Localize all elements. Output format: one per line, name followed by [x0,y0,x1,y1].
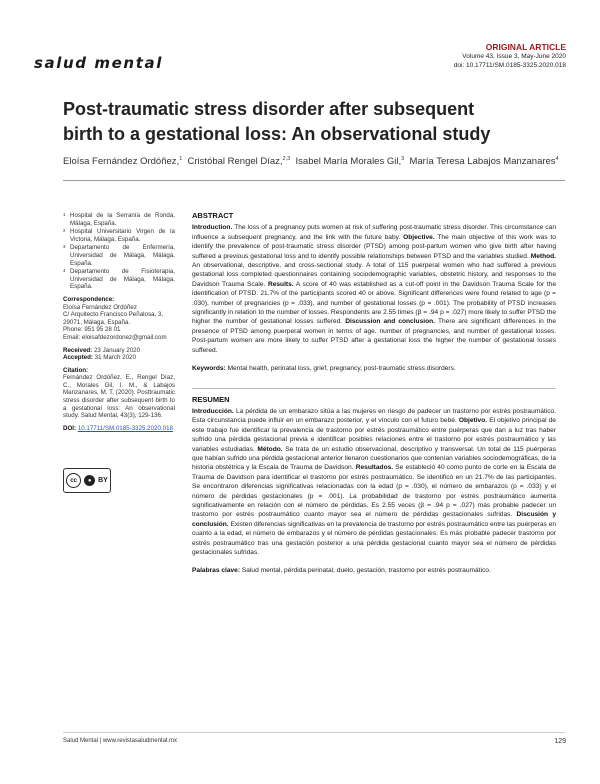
received-label: Received: [63,346,93,354]
correspondence-email[interactable]: Email: eloisafdezordonez@gmail.com [63,333,167,341]
accepted-label: Accepted: [63,354,93,362]
abstract-method: An observational, descriptive, and cross-sectional study. A total of 115 puerperal women who had suffered a previous gestational loss completed questionnaires containing sociodemographic variables, obstetric history, and responses to the Davidson Trauma Scale. [192,262,556,288]
resumen-intro: La pérdida de un embarazo sitúa a las mujeres en riesgo de padecer un trastorno por estrés postraumático. Esta circunstancia puede influir en un embarazo posterior, y el vínculo con el futuro bebé. [192,407,556,425]
title-line-1: Post-traumatic stress disorder after subsequent [63,99,475,119]
keywords-text: Mental health, perinatal loss, grief, pregnancy, post-traumatic stress disorders. [227,365,456,373]
resumen-method: Se trata de un estudio observacional, descriptivo y transversal. Un total de 115 puérperas que habían sufrido una pérdida gestacional anterior llenaron cuestionarios que contenían variables sociodemográficas, de la historia obstétrica y la Escala de Trauma de Davidson. [192,445,556,472]
person-icon: ● [84,475,95,486]
journal-header [454,43,566,70]
doi-label: DOI: [63,424,77,432]
dates [63,347,175,362]
affiliation-sup: 2 [63,228,66,234]
palabras-clave-text: Salud mental, pérdida perinatal, duelo, gestación, trastorno por estrés postraumático. [241,567,491,575]
doi-link[interactable]: 10.17711/SM.0185-3325.2020.018 [77,424,173,432]
author-sup: 4 [555,156,559,162]
sidebar-info [63,212,175,432]
footer-divider [63,732,565,733]
resumen-divider [192,388,556,389]
volume-info: Volume 43, Issue 3, May-June 2020 [462,53,566,60]
author-name: Eloísa Fernández Ordóñez, [63,156,180,168]
affiliation-text: Departamento de Fisioterapia, Universidad de Málaga, Málaga, España. [70,268,175,291]
abstract-intro-label: Introduction. [192,224,233,232]
correspondence-line: C/ Arquitecto Francisco Peñalosa, 3, 29071, Málaga, España. [63,311,164,326]
author-sup: 3 [401,156,405,162]
doi-info: doi: 10.17711/SM.0185-3325.2020.018 [453,62,566,69]
received-date: 23 January 2020 [93,346,141,354]
affiliation [63,212,175,227]
cc-icon: cc [66,473,81,488]
abstract-discussion: There are significant differences in the presence of PTSD among puerperal women in terms of age, number of pregnancies, and number of gestational losses. Post-partum women are more likely to suffer PTSD after a gestational loss the higher the number of gestational losses suffered. [192,318,557,354]
correspondence-line: Phone: 951 95 28 01 [63,326,121,334]
abstract-results-label: Results. [267,280,294,288]
affiliation-text: Departamento de Enfermería, Universidad de Málaga, Málaga, España. [70,244,175,267]
keywords-label: Keywords: [192,365,226,373]
by-label: BY [98,477,108,484]
affiliation [63,268,175,291]
affiliation-text: Hospital Universitario Virgen de la Victoria, Málaga, España. [70,228,175,243]
journal-logo: salud mental [34,54,163,72]
author-name: Isabel María Morales Gil, [295,156,402,168]
accepted-date: 31 March 2020 [94,354,136,362]
resumen-discussion: Existen diferencias significativas en la prevalencia de trastorno por estrés postraumático entre las puérperas en cuanto a la edad, el número de embarazos y el número de pérdidas gestacionales. Es más probable padecer trastorno por estrés postraumático tras una gestación posterior a una pérdida gestacional cuanto mayor sea el número de pérdidas gestacionales sufridas. [192,520,556,556]
article-title [63,97,553,147]
affiliation [63,244,175,267]
resumen-objective: El objetivo principal de este trabajo fue identificar la prevalencia de trastorno por estrés postraumático entre puérperas que dan a luz tras haber sufrido una pérdida gestacional previa e identificar posibles relaciones entre el trastorno por estrés postraumático y las variables estudiadas. [192,417,556,453]
license-badge[interactable] [63,468,111,493]
resumen-objective-label: Objetivo. [458,417,488,425]
resumen-results-label: Resultados. [355,464,394,472]
title-line-2: birth to a gestational loss: An observational study [63,124,491,144]
title-divider [63,180,565,181]
correspondence-label: Correspondence: [63,295,115,303]
resumen-intro-label: Introducción. [192,407,234,415]
affiliation-sup: 4 [63,268,66,274]
abstract-results: A score of 40 was established as a cut-off point in the Davidson Trauma Scale for the identification of PTSD. 21.7% of the participants scored 40 or above. Significant differences were found related to age (p = .030), number of pregnancies (p = .033), and number of gestational losses (p = .001). The probability of PTSD increases significantly in relation to the number of losses. Respondents are 2.55 times (β = .94 p = .027) more likely to suffer PTSD the higher the number of gestational losses suffered. [192,280,556,326]
author-name: Cristóbal Rengel Díaz, [187,156,283,168]
correspondence-line: Eloísa Fernández Ordóñez [63,303,137,311]
doi [63,425,175,433]
abstract-objective: The main objective of this work was to identify the prevalence of post-traumatic stress disorder (PTSD) among post-partum women who give birth after having suffered a previous gestational loss and to identify possible relationships between PTSD and the variables studied. [192,233,556,260]
abstract-text [192,223,556,355]
citation-label: Citation: [63,366,89,374]
main-column [192,211,556,576]
abstract-keywords [192,364,556,373]
resumen-text [192,407,556,558]
article-type: ORIGINAL ARTICLE [485,42,566,52]
author-sup: 1 [179,156,183,162]
abstract-objective-label: Objective. [403,233,435,241]
abstract-heading: ABSTRACT [192,211,234,220]
author-name: María Teresa Labajos Manzanares [409,156,556,168]
abstract-intro: The loss of a pregnancy puts women at risk of suffering post-traumatic stress disorder. This circumstance can influence a subsequent pregnancy, and the link with the future baby. [192,224,556,241]
footer-journal: Salud Mental | www.revistasaludmental.mx [63,738,177,744]
affiliation [63,228,175,243]
resumen-heading: RESUMEN [192,394,230,404]
affiliation-sup: 3 [63,244,66,250]
author-list [63,156,563,167]
resumen-discussion-label: Discusión y conclusión. [192,511,556,528]
abstract-method-label: Method. [530,252,556,260]
citation-text: Fernández Ordóñez, E., Rengel Díaz, C., Morales Gil, I. M., & Labajos Manzanares, M. T. (2020). Posttraumatic stress disorder after subsequent birth to a gestational loss: An observational study. Salud Mental, 43(3), 129-136. [63,374,175,420]
author-sup: 2,3 [282,156,291,162]
abstract-discussion-label: Discussion and conclusion. [345,318,435,326]
resumen-method-label: Método. [257,445,283,453]
correspondence [63,296,175,342]
page-number: 129 [554,738,566,745]
affiliation-text: Hospital de la Serranía de Ronda, Málaga, España. [70,212,175,227]
resumen-results: Se estableció 40 como punto de corte en la Escala de Trauma de Davidson para identificar el trastorno por estrés postraumático. Se identificó en un 21.7% de las participantes. Se encontraron diferencias significativas relacionadas con la edad (p = .030), el número de embarazos (p = .033) y el número de pérdidas gestacionales (p = .001). La probabilidad de trastorno por estrés postraumático aumenta significativamente en relación con el número de pérdidas. Es 2.55 veces (β = .94 p = .027) más probable padecer un trastorno por estrés postraumático cuanto mayor sea el número de pérdidas gestacionales sufridas. [192,464,556,519]
palabras-clave-label: Palabras clave: [192,567,241,575]
citation [63,367,175,420]
resumen-keywords [192,566,556,575]
affiliation-sup: 1 [63,212,66,217]
